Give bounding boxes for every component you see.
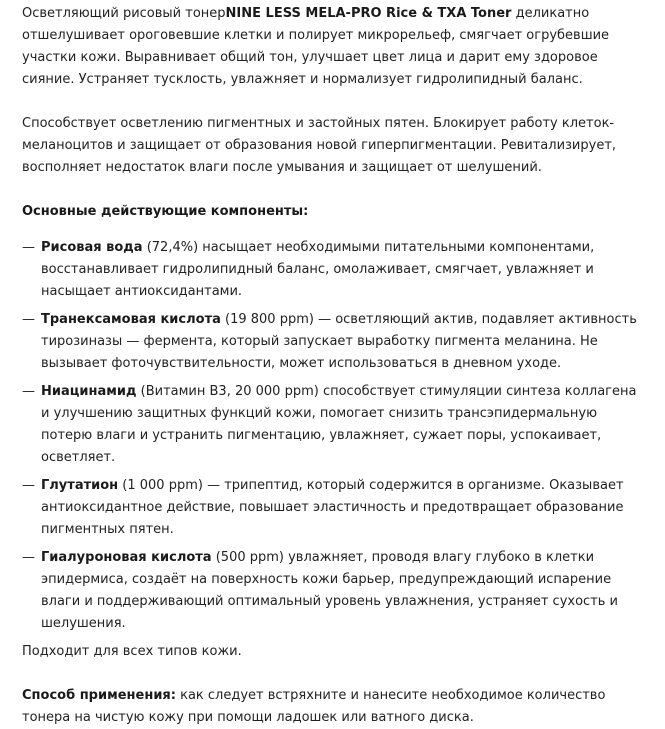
component-description: (72,4%) насыщает необходимыми питательными компонентами, восстанавливает гидролипидный баланс, омолаживает, смягчает, увлажняет и насыщает антиоксидантами. <box>41 240 595 299</box>
component-name: Гиалуроновая кислота <box>41 550 212 565</box>
whitening-paragraph: Способствует осветлению пигментных и застойных пятен. Блокирует работу клеток-меланоцитов и защищает от образования новой гиперпигментации. Ревитализирует, восполняет недостаток влаги после умывания и защищает от шелушений. <box>22 116 617 175</box>
usage-text: как следует встряхните и нанесите необходимое количество тонера на чистую кожу при помощи ладошек или ватного диска. <box>22 688 606 725</box>
skin-types-note: Подходит для всех типов кожи. <box>22 644 242 659</box>
components-heading-text: Основные действующие компоненты: <box>22 204 309 219</box>
component-rice-water <box>22 237 647 303</box>
component-hyaluronic-acid <box>22 547 647 635</box>
intro-paragraph <box>22 3 647 91</box>
component-name: Транексамовая кислота <box>41 312 221 327</box>
product-name: NINE LESS MELA-PRO Rice & TXA Toner <box>225 6 512 21</box>
component-description: (Витамин B3, 20 000 ppm) способствует стимуляции синтеза коллагена и улучшению защитных функций кожи, помогает снизить трансэпидермальную потерю влаги и устранить пигментацию, увлажняет, сужает поры, успокаивает, осветляет. <box>41 384 637 465</box>
component-name: Рисовая вода <box>41 240 143 255</box>
component-description: (1 000 ppm) — трипептид, который содержится в организме. Оказывает антиоксидантное действие, повышает эластичность и предотвращает образование пигментных пятен. <box>41 478 624 537</box>
component-name: Глутатион <box>41 478 119 493</box>
intro-rest: деликатно отшелушивает ороговевшие клетки и полирует микрорельеф, смягчает огрубевшие участки кожи. Выравнивает общий тон, улучшает цвет лица и дарит ему здоровое сияние. Устраняет тусклость, увлажняет и нормализует гидролипидный баланс. <box>22 6 610 87</box>
list-dash: — <box>22 550 35 565</box>
component-description: (500 ppm) увлажняет, проводя влагу глубоко в клетки эпидермиса, создаёт на поверхность кожи барьер, предупреждающий испарение влаги и поддерживающий оптимальный уровень увлажнения, устраняет сухость и шелушения. <box>41 550 619 631</box>
intro-lead: Осветляющий рисовый тонер <box>22 6 226 21</box>
component-tranexamic-acid <box>22 309 647 375</box>
list-dash: — <box>22 240 35 255</box>
usage-label: Способ применения: <box>22 688 176 703</box>
component-description: (19 800 ppm) — осветляющий актив, подавляет активность тирозиназы — фермента, который запускает выработку пигмента меланина. Не вызывает фоточувствительности, может использоваться в дневном уходе. <box>41 312 637 371</box>
list-dash: — <box>22 312 35 327</box>
components-list <box>22 237 647 635</box>
components-heading <box>22 201 647 223</box>
usage-paragraph <box>22 685 647 729</box>
component-niacinamide <box>22 381 647 469</box>
component-glutathione <box>22 475 647 541</box>
component-name: Ниацинамид <box>41 384 137 399</box>
list-dash: — <box>22 478 35 493</box>
list-dash: — <box>22 384 35 399</box>
